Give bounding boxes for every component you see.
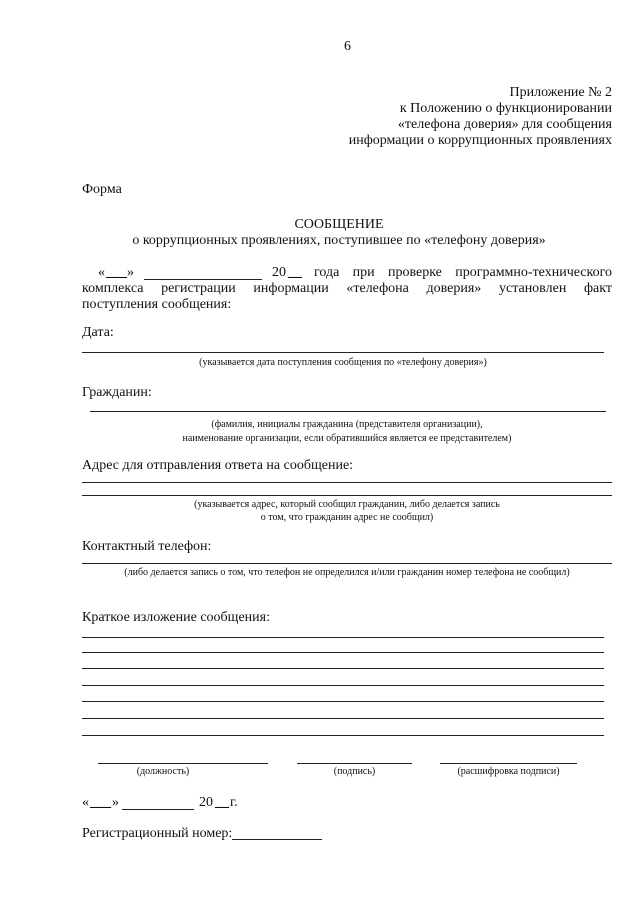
phone-hint: (либо делается запись о том, что телефон не определился и/или гражданин номер телефона не сообщил) [124, 567, 570, 578]
summary-line-7[interactable] [82, 735, 604, 736]
summary-line-5[interactable] [82, 701, 604, 702]
document-title: СООБЩЕНИЕ [294, 217, 384, 232]
quote-close: » [127, 265, 134, 280]
appendix-line-2: к Положению о функционировании [399, 101, 612, 116]
year-blank: __ [288, 265, 302, 280]
summary-label: Краткое изложение сообщения: [82, 610, 270, 625]
date-field-line[interactable] [82, 352, 604, 353]
address-label: Адрес для отправления ответа на сообщение: [82, 458, 354, 473]
citizen-field-line[interactable] [90, 411, 606, 412]
bottom-quote-open: « [82, 795, 89, 810]
sign-signature-line[interactable] [297, 763, 412, 764]
position-caption: (должность) [136, 766, 190, 777]
address-field-line-2[interactable] [82, 495, 612, 496]
date-hint: (указывается дата поступления сообщения по «телефону доверия») [199, 357, 487, 368]
document-subtitle: о коррупционных проявлениях, поступившее по «телефону доверия» [132, 233, 546, 248]
intro-line-2: комплекса регистрации информации «телефона доверия» установлен факт [82, 281, 612, 296]
bottom-day-blank: ___ [90, 795, 111, 810]
sign-caption: (подпись) [333, 766, 376, 777]
address-hint-line-2: о том, что гражданин адрес не сообщил) [260, 512, 434, 523]
summary-line-3[interactable] [82, 668, 604, 669]
decoding-caption: (расшифровка подписи) [457, 766, 560, 777]
bottom-year: 20 [199, 795, 213, 810]
address-field-line-1[interactable] [82, 482, 612, 483]
year-prefix: 20 [272, 265, 286, 280]
form-label: Форма [82, 182, 122, 197]
intro-line-1 [82, 265, 612, 281]
summary-line-1[interactable] [82, 637, 604, 638]
position-signature-line[interactable] [98, 763, 268, 764]
day-blank: ___ [106, 265, 127, 280]
citizen-hint [82, 418, 612, 446]
registration-label: Регистрационный номер: [82, 826, 233, 841]
bottom-quote-close: » [112, 795, 119, 810]
appendix-block [272, 85, 612, 149]
citizen-hint-line-2: наименование организации, если обратившийся является ее представителем) [182, 433, 512, 444]
intro-line-3: поступления сообщения: [82, 297, 232, 312]
bottom-month-blank-line [122, 809, 194, 810]
appendix-line-4: информации о коррупционных проявлениях [348, 133, 612, 148]
bottom-year-suffix: г. [230, 795, 238, 810]
bottom-date [82, 795, 282, 813]
summary-line-2[interactable] [82, 652, 604, 653]
summary-line-4[interactable] [82, 685, 604, 686]
phone-field-line[interactable] [82, 563, 612, 564]
citizen-label: Гражданин: [82, 385, 152, 400]
quote-open: « [98, 265, 105, 280]
intro-line-1-tail: года при проверке программно-технического [314, 265, 612, 280]
address-hint [82, 498, 612, 524]
summary-line-6[interactable] [82, 718, 604, 719]
appendix-line-1: Приложение № 2 [509, 85, 612, 100]
month-blank-line [144, 279, 262, 280]
page-number: 6 [344, 39, 351, 54]
bottom-year-blank: __ [215, 795, 229, 810]
appendix-line-3: «телефона доверия» для сообщения [397, 117, 612, 132]
citizen-hint-line-1: (фамилия, инициалы гражданина (представителя организации), [211, 419, 483, 430]
address-hint-line-1: (указывается адрес, который сообщил гражданин, либо делается запись [194, 499, 500, 510]
phone-label: Контактный телефон: [82, 539, 212, 554]
intro-paragraph [82, 265, 612, 313]
decoding-signature-line[interactable] [440, 763, 577, 764]
date-label: Дата: [82, 325, 114, 340]
registration-number-line[interactable] [232, 839, 322, 840]
